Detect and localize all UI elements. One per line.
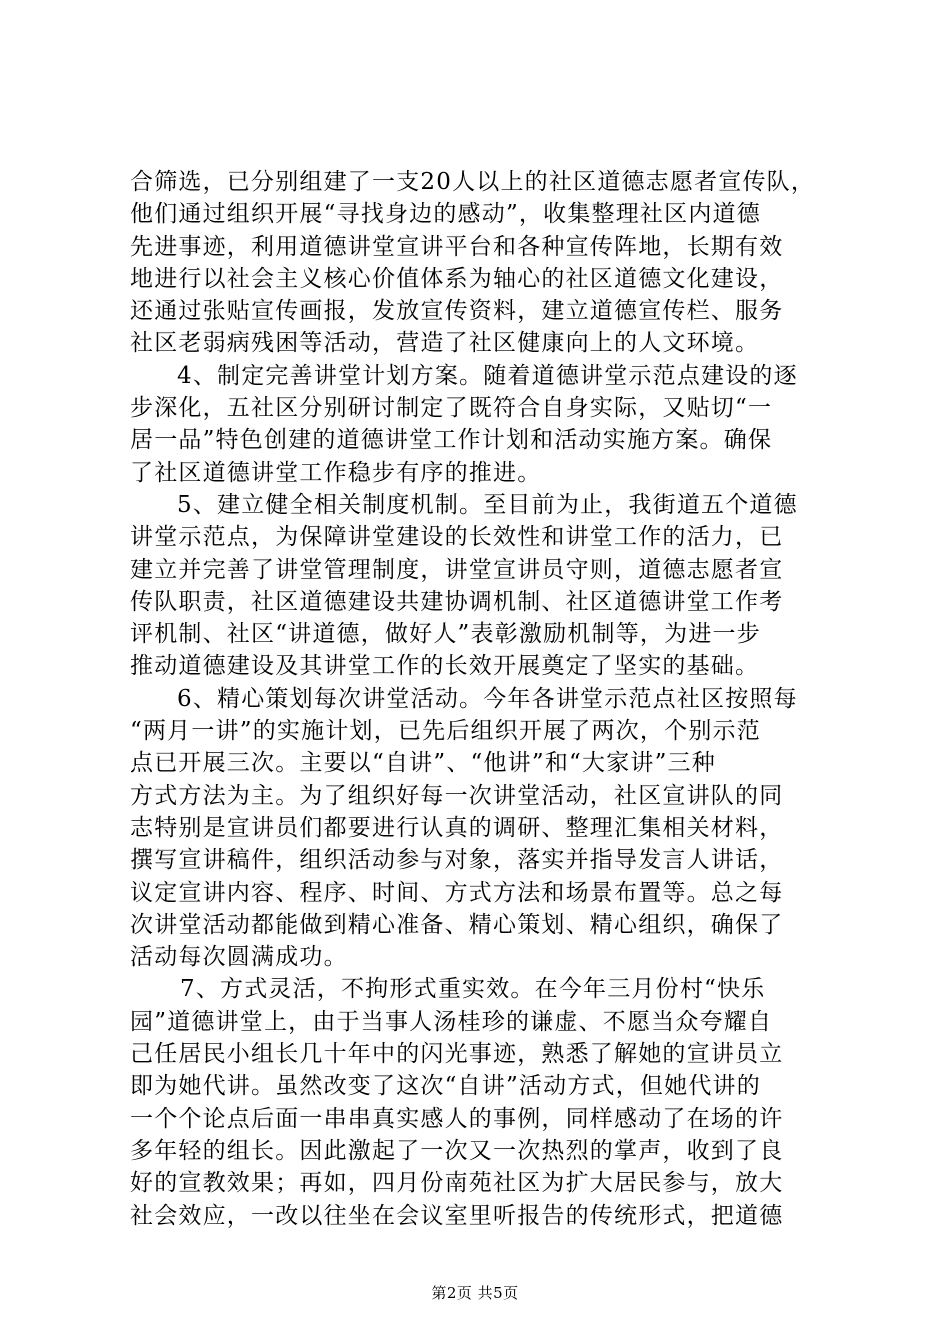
page-number: 第2页 共5页 bbox=[431, 1284, 519, 1302]
text-line: 方式方法为主。为了组织好每一次讲堂活动，社区宣讲队的同 bbox=[130, 782, 784, 809]
text-line: 次讲堂活动都能做到精心准备、精心策划、精心组织，确保了 bbox=[130, 911, 784, 938]
paragraph-first-line: 7、方式灵活，不拘形式重实效。在今年三月份村“快乐 bbox=[180, 976, 766, 1003]
document-body bbox=[130, 166, 830, 1232]
paragraph-7 bbox=[130, 973, 830, 1231]
paragraph-4 bbox=[130, 360, 830, 489]
text-line: 合筛选，已分别组建了一支20人以上的社区道德志愿者宣传队， bbox=[130, 169, 816, 195]
text-line: 推动道德建设及其讲堂工作的长效开展奠定了坚实的基础。 bbox=[130, 653, 760, 680]
text-line: 即为她代讲。虽然改变了这次“自讲”活动方式，但她代讲的 bbox=[130, 1073, 761, 1100]
text-line: 一个个论点后面一串串真实感人的事例，同样感动了在场的许 bbox=[130, 1105, 784, 1132]
text-line: 居一品”特色创建的道德讲堂工作计划和活动实施方案。确保 bbox=[130, 427, 773, 454]
text-line: 先进事迹，利用道德讲堂宣讲平台和各种宣传阵地，长期有效 bbox=[130, 233, 784, 260]
text-line: 社区老弱病残困等活动，营造了社区健康向上的人文环境。 bbox=[130, 330, 760, 357]
text-line: 地进行以社会主义核心价值体系为轴心的社区道德文化建设， bbox=[130, 265, 784, 292]
text-line: 志特别是宣讲员们都要进行认真的调研、整理汇集相关材料， bbox=[130, 814, 784, 841]
text-line: 园”道德讲堂上，由于当事人汤桂珍的谦虚、不愿当众夸耀自 bbox=[130, 1008, 773, 1035]
text-line: 议定宣讲内容、程序、时间、方式方法和场景布置等。总之每 bbox=[130, 879, 784, 906]
text-line: 多年轻的组长。因此激起了一次又一次热烈的掌声，收到了良 bbox=[130, 1137, 784, 1164]
text-line: “两月一讲”的实施计划，已先后组织开展了两次，个别示范 bbox=[130, 718, 761, 745]
text-line: 他们通过组织开展“寻找身边的感动”，收集整理社区内道德 bbox=[130, 201, 761, 228]
text-line: 活动每次圆满成功。 bbox=[130, 944, 348, 971]
text-line: 撰写宣讲稿件，组织活动参与对象，落实并指导发言人讲话， bbox=[130, 847, 784, 874]
paragraph-first-line: 5、建立健全相关制度机制。至目前为止，我街道五个道德 bbox=[177, 491, 798, 518]
text-line: 传队职责，社区道德建设共建协调机制、社区道德讲堂工作考 bbox=[130, 588, 784, 615]
text-line: 还通过张贴宣传画报，发放宣传资料，建立道德宣传栏、服务 bbox=[130, 298, 784, 325]
text-line: 评机制、社区“讲道德，做好人”表彰激励机制等，为进一步 bbox=[130, 621, 761, 648]
paragraph-continuation bbox=[130, 166, 830, 360]
text-line: 步深化，五社区分别研讨制定了既符合自身实际，又贴切“一 bbox=[130, 395, 773, 422]
text-line: 社会效应，一改以往坐在会议室里听报告的传统形式，把道德 bbox=[130, 1202, 784, 1229]
text-line: 了社区道德讲堂工作稳步有序的推进。 bbox=[130, 459, 542, 486]
paragraph-5 bbox=[130, 489, 830, 683]
text-line: 好的宣教效果；再如，四月份南苑社区为扩大居民参与，放大 bbox=[130, 1170, 784, 1197]
text-line: 点已开展三次。主要以“自讲”、“他讲”和“大家讲”三种 bbox=[130, 750, 716, 777]
text-line: 讲堂示范点，为保障讲堂建设的长效性和讲堂工作的活力，已 bbox=[130, 524, 784, 551]
text-line: 己任居民小组长几十年中的闪光事迹，熟悉了解她的宣讲员立 bbox=[130, 1041, 784, 1068]
paragraph-6 bbox=[130, 683, 830, 974]
paragraph-first-line: 4、制定完善讲堂计划方案。随着道德讲堂示范点建设的逐 bbox=[177, 362, 798, 389]
paragraph-first-line: 6、精心策划每次讲堂活动。今年各讲堂示范点社区按照每 bbox=[177, 685, 798, 712]
text-line: 建立并完善了讲堂管理制度，讲堂宣讲员守则，道德志愿者宣 bbox=[130, 556, 784, 583]
